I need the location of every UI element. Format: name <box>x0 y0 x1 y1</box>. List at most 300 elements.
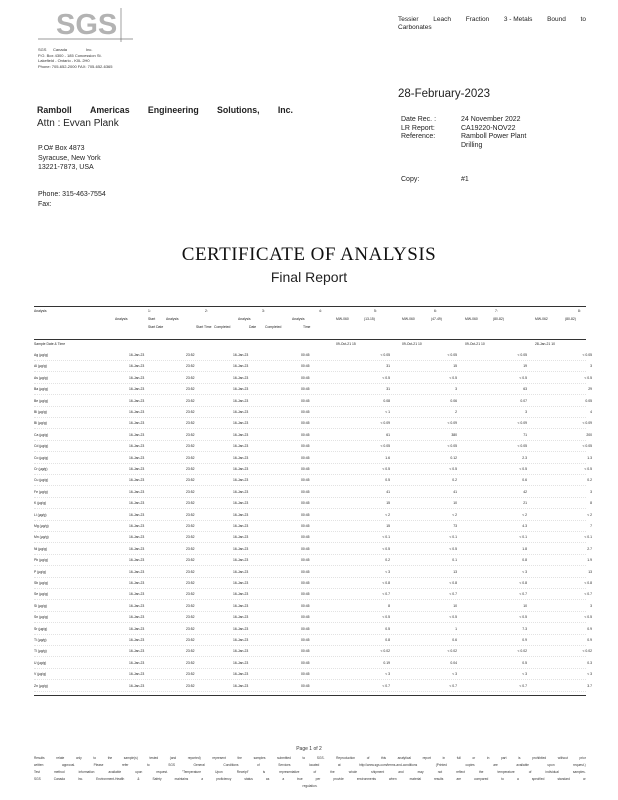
row-value: 4 <box>590 410 592 414</box>
footer-disclaimer <box>34 756 586 788</box>
row-value: < 0.7 <box>382 683 390 688</box>
row-start-time: 23:52 <box>186 432 195 437</box>
row-value: < 0.8 <box>519 581 527 585</box>
header-cell: MW-060 <box>402 317 415 321</box>
footer-word: representative <box>279 770 300 774</box>
row-parameter: K (µg/g) <box>34 501 47 506</box>
footer-word: provide <box>333 777 344 781</box>
header-cell: MW-060 <box>465 317 478 321</box>
row-completed-time: 00:45 <box>301 364 310 369</box>
header-cell: Start Date <box>148 325 164 329</box>
row-value: < 0.5 <box>519 467 527 471</box>
row-divider <box>34 588 586 589</box>
table-header-rule <box>34 339 586 340</box>
table-row <box>34 648 592 657</box>
row-value: < 3 <box>385 569 390 574</box>
footer-word: when <box>388 777 397 781</box>
header-cell: Completed <box>214 325 231 329</box>
row-value: 7.3 <box>522 626 527 631</box>
row-start-date: 16-Jan-23 <box>129 660 145 665</box>
row-completed-date: 16-Jan-23 <box>233 683 249 688</box>
row-completed-date: 16-Jan-23 <box>233 432 249 437</box>
row-value: 200 <box>586 432 592 437</box>
footer-word: refer <box>121 763 129 767</box>
row-value: 1.9 <box>587 558 592 563</box>
row-start-time: 23:52 <box>186 626 195 631</box>
row-divider <box>34 611 586 612</box>
lab-address-line: Lakefield - Ontario - K0L 2H0 <box>38 58 90 64</box>
row-value: < 0.7 <box>584 592 592 597</box>
row-start-date: 16-Jan-23 <box>129 398 145 403</box>
row-value: 0.2 <box>385 558 390 563</box>
row-completed-time: 00:45 <box>301 638 310 642</box>
row-value: 0.04 <box>450 660 457 665</box>
table-row <box>34 626 592 635</box>
row-value: < 0.7 <box>519 683 527 688</box>
footer-word: only <box>75 756 82 760</box>
row-parameter: Zn (µg/g) <box>34 683 48 688</box>
row-completed-date: 16-Jan-23 <box>233 353 249 357</box>
row-parameter: Pb (µg/g) <box>34 558 49 563</box>
row-value: 71 <box>523 432 527 437</box>
row-completed-date: 16-Jan-23 <box>233 592 249 597</box>
row-value: 3 <box>590 489 592 494</box>
footer-word: is <box>518 756 521 760</box>
row-completed-time: 00:45 <box>301 581 310 585</box>
row-parameter: Ni (µg/g) <box>34 546 48 551</box>
row-start-time: 23:52 <box>186 364 195 369</box>
certificate-title: CERTIFICATE OF ANALYSIS <box>181 244 437 265</box>
footer-word: reflect <box>456 770 465 774</box>
row-divider <box>34 428 586 429</box>
table-row <box>34 660 592 669</box>
row-start-date: 16-Jan-23 <box>129 364 145 369</box>
row-divider <box>34 360 586 361</box>
row-start-time: 23:52 <box>186 535 195 540</box>
row-completed-date: 16-Jan-23 <box>233 444 249 449</box>
row-completed-time: 00:45 <box>301 444 310 449</box>
row-value: < 0.05 <box>517 444 527 449</box>
row-completed-time: 00:45 <box>301 683 310 688</box>
footer-word: prior <box>579 756 586 760</box>
sgs-logo <box>38 8 133 42</box>
reference-label: Reference: <box>401 133 436 141</box>
footer-word: or <box>582 777 586 781</box>
row-value: < 0.05 <box>517 353 527 357</box>
footer-word: the <box>330 770 335 774</box>
row-completed-time: 00:45 <box>301 467 310 471</box>
footer-line <box>34 756 586 760</box>
lab-name-part: Canada <box>53 47 68 52</box>
lr-report-value: CA19220-NOV22 <box>461 124 516 132</box>
footer-word: of <box>366 756 370 760</box>
footer-word: of <box>313 770 317 774</box>
row-completed-date: 16-Jan-23 <box>233 581 249 585</box>
client-contact <box>38 190 106 209</box>
row-start-date: 16-Jan-23 <box>129 512 145 517</box>
footer-word: Reproduction <box>336 756 356 760</box>
row-value: 61 <box>386 432 390 437</box>
row-value: < 0.02 <box>517 649 527 654</box>
footer-word: true <box>297 777 303 781</box>
row-value: < 0.8 <box>449 581 457 585</box>
row-divider <box>34 645 586 646</box>
row-value: < 0.5 <box>519 615 527 620</box>
row-start-time: 23:52 <box>186 638 195 642</box>
row-value: 0.5 <box>385 626 390 631</box>
footer-word: whole <box>348 770 358 774</box>
row-value: 10 <box>453 603 457 608</box>
row-parameter: Se (µg/g) <box>34 592 49 597</box>
row-completed-date: 16-Jan-23 <box>233 672 249 677</box>
row-divider <box>34 440 586 441</box>
row-start-date: 16-Jan-23 <box>129 649 145 654</box>
row-start-time: 23:52 <box>186 592 195 597</box>
row-parameter: U (µg/g) <box>34 660 47 665</box>
report-title <box>398 16 586 32</box>
row-start-time: 23:52 <box>186 649 195 654</box>
row-divider <box>34 371 586 372</box>
row-completed-date: 16-Jan-23 <box>233 375 249 380</box>
table-row <box>34 489 592 498</box>
row-completed-time: 00:45 <box>301 353 310 357</box>
row-start-time: 23:52 <box>186 660 195 665</box>
row-divider <box>34 622 586 623</box>
row-value: < 3 <box>522 569 527 574</box>
table-row <box>34 557 592 566</box>
row-value: 13 <box>588 569 592 574</box>
row-value: 10 <box>453 501 457 506</box>
footer-word: & <box>137 777 140 781</box>
row-value: < 0.05 <box>582 353 592 357</box>
footer-word: maintains <box>174 777 189 781</box>
row-parameter: Ti (µg/g) <box>34 638 47 642</box>
header-cell: Analysis <box>115 317 128 321</box>
table-row <box>34 603 592 612</box>
row-completed-time: 00:45 <box>301 615 310 620</box>
table-top-rule <box>34 306 586 307</box>
row-completed-time: 00:45 <box>301 375 310 380</box>
row-value: < 3 <box>452 672 457 677</box>
row-value: 10 <box>523 603 527 608</box>
footer-word: Upon <box>215 770 223 774</box>
row-value: 0.9 <box>522 638 527 642</box>
footer-word: a <box>201 777 204 781</box>
footer-word: request.) <box>573 763 586 767</box>
row-value: 0.9 <box>587 626 592 631</box>
row-value: 2.3 <box>522 455 527 460</box>
footer-word: a <box>282 777 285 781</box>
table-row <box>34 546 592 555</box>
footer-word: status <box>244 777 253 781</box>
row-value: 3 <box>525 410 527 414</box>
row-start-date: 16-Jan-23 <box>129 592 145 597</box>
row-completed-time: 00:45 <box>301 489 310 494</box>
row-parameter: Ca (µg/g) <box>34 432 49 437</box>
row-completed-time: 00:45 <box>301 649 310 654</box>
footer-word: tested <box>149 756 159 760</box>
client-name-word: Ramboll <box>37 105 72 115</box>
row-start-time: 23:52 <box>186 615 195 620</box>
row-completed-date: 16-Jan-23 <box>233 421 249 426</box>
row-start-time: 23:52 <box>186 387 195 392</box>
row-divider <box>34 497 586 498</box>
row-start-date: 16-Jan-23 <box>129 387 145 392</box>
reference-value-2: Drilling <box>461 141 483 149</box>
header-cell: (80-82) <box>493 317 504 321</box>
row-completed-time: 00:45 <box>301 569 310 574</box>
row-start-date: 16-Jan-23 <box>129 569 145 574</box>
client-fax: Fax: <box>38 200 52 208</box>
footer-word: a <box>517 777 519 781</box>
header-cell: Start <box>148 317 156 321</box>
footer-word: Conditions <box>223 763 239 767</box>
row-divider <box>34 691 586 692</box>
footer-word: in <box>486 756 490 760</box>
row-value: 13 <box>453 569 457 574</box>
row-start-date: 16-Jan-23 <box>129 558 145 563</box>
row-start-date: 16-Jan-23 <box>129 603 145 608</box>
final-report-subtitle: Final Report <box>270 269 348 285</box>
table-row <box>34 477 592 486</box>
footer-word: is <box>262 770 266 774</box>
row-value: < 3 <box>385 672 390 677</box>
client-address-line: P.O# Box 4873 <box>38 145 85 152</box>
footer-word: compared <box>474 777 489 781</box>
row-parameter: Mn (µg/g) <box>34 535 49 540</box>
header-cell: Analysis <box>238 317 251 321</box>
row-completed-date: 16-Jan-23 <box>233 660 249 665</box>
row-value: 380 <box>451 432 457 437</box>
row-divider <box>34 634 586 635</box>
row-parameter: V (µg/g) <box>34 672 47 677</box>
row-completed-time: 00:45 <box>301 626 310 631</box>
row-value: 29 <box>588 387 592 392</box>
column-number: 5: <box>374 309 377 313</box>
row-completed-date: 16-Jan-23 <box>233 387 249 392</box>
row-parameter: Al (µg/g) <box>34 364 47 369</box>
row-parameter: Cd (µg/g) <box>34 444 49 449</box>
row-start-time: 23:52 <box>186 683 195 688</box>
footer-word: per <box>315 777 321 781</box>
lab-name-part: SGS <box>38 47 47 52</box>
footer-word: http://www.sgs.com/terms-and-conditions <box>359 763 418 767</box>
lab-address-line: P.O. Box 4300 - 185 Concession St. <box>38 52 102 58</box>
header-cell: Date <box>249 325 257 329</box>
row-completed-time: 00:45 <box>301 512 310 517</box>
header-cell: Completed <box>265 325 282 329</box>
row-value: 0.1 <box>452 558 457 563</box>
report-title-word: Fraction <box>465 16 490 23</box>
column-number: 7: <box>495 309 498 313</box>
row-parameter: P (µg/g) <box>34 569 47 574</box>
row-value: 15 <box>453 364 457 369</box>
footer-word: SGS <box>168 763 175 767</box>
table-row <box>34 637 592 646</box>
row-value: < 0.09 <box>447 421 457 426</box>
client-name-word: Engineering <box>147 105 199 115</box>
table-row <box>34 534 592 543</box>
footer-word: submitted <box>277 756 291 760</box>
footer-word: Services <box>278 763 291 767</box>
row-value: 0.5 <box>522 660 527 665</box>
row-parameter: Sr (µg/g) <box>34 626 48 631</box>
row-value: 3 <box>455 387 457 392</box>
row-start-time: 23:52 <box>186 512 195 517</box>
footer-word: temperature <box>497 770 515 774</box>
table-row <box>34 398 592 407</box>
column-number: 4: <box>319 309 322 313</box>
footer-line: regulation. <box>302 784 318 788</box>
row-parameter: Li (µg/g) <box>34 512 47 517</box>
row-value: 0.06 <box>450 398 457 403</box>
header-cell: (13-15) <box>364 317 375 321</box>
footer-line <box>34 770 586 774</box>
footer-word: Inc. <box>77 777 84 781</box>
row-value: < 0.7 <box>449 592 457 597</box>
row-completed-time: 00:45 <box>301 501 310 506</box>
row-value: < 0.05 <box>582 444 592 449</box>
footer-word: written <box>34 763 44 767</box>
footer-word: General <box>193 763 205 767</box>
column-number: 8: <box>578 309 581 313</box>
footer-word: Test <box>34 770 40 774</box>
row-value: < 0.09 <box>517 421 527 426</box>
row-divider <box>34 542 586 543</box>
row-completed-date: 16-Jan-23 <box>233 467 249 471</box>
footer-word: Please <box>93 763 104 767</box>
row-divider <box>34 474 586 475</box>
row-value: < 0.5 <box>449 615 457 620</box>
row-completed-date: 16-Jan-23 <box>233 603 249 608</box>
row-start-date: 16-Jan-23 <box>129 444 145 449</box>
row-value: 2.7 <box>587 546 592 551</box>
row-divider <box>34 485 586 486</box>
page-number: Page 1 of 2 <box>296 746 322 752</box>
client-name-word: Inc. <box>277 105 293 115</box>
footer-word: to <box>302 756 306 760</box>
date-rec-value: 24 November 2022 <box>461 116 521 123</box>
row-completed-date: 16-Jan-23 <box>233 489 249 494</box>
row-value: 3 <box>590 603 592 608</box>
footer-word: SGS <box>34 777 41 781</box>
row-parameter: Tl (µg/g) <box>34 649 47 654</box>
row-start-date: 16-Jan-23 <box>129 581 145 585</box>
client-address-line: Syracuse, New York <box>38 154 101 162</box>
row-completed-time: 00:45 <box>301 558 310 563</box>
row-parameter: Mg (µg/g) <box>34 524 49 528</box>
row-completed-date: 16-Jan-23 <box>233 364 249 369</box>
row-completed-time: 00:45 <box>301 421 310 426</box>
row-value: 0.19 <box>383 660 390 665</box>
footer-word: and <box>398 770 404 774</box>
row-value: 1 <box>455 626 457 631</box>
footer-word: approval. <box>61 763 76 767</box>
row-start-time: 23:52 <box>186 353 195 357</box>
row-value: < 0.5 <box>584 467 592 471</box>
lab-name-part: Inc. <box>86 47 93 52</box>
row-start-time: 23:52 <box>186 478 195 483</box>
footer-word: the <box>237 756 242 760</box>
row-value: < 0.02 <box>447 649 457 654</box>
footer-line <box>34 763 586 767</box>
client-attn: Attn : Evvan Plank <box>37 118 119 129</box>
lr-report-label: LR Report: <box>401 124 435 132</box>
column-number: 6: <box>434 309 437 313</box>
row-divider <box>34 383 586 384</box>
table-row <box>34 466 592 475</box>
row-value: < 2 <box>587 512 592 517</box>
row-completed-time: 00:45 <box>301 387 310 392</box>
footer-word: the <box>478 770 484 774</box>
row-value: < 0.05 <box>380 444 390 449</box>
table-bottom-rule <box>34 695 586 696</box>
row-value: 73 <box>453 524 457 528</box>
row-value: < 0.5 <box>382 615 390 620</box>
footer-word: shipment <box>371 770 385 774</box>
footer-word: relate <box>56 756 65 760</box>
row-completed-time: 00:45 <box>301 660 310 665</box>
footer-word: to <box>93 756 97 760</box>
header-cell: (47-49) <box>431 317 442 321</box>
header-analysis: Analysis <box>34 309 47 313</box>
footer-word: are <box>493 763 498 767</box>
row-start-time: 23:52 <box>186 375 195 380</box>
footer-word: Safety <box>152 777 162 781</box>
row-completed-time: 00:45 <box>301 410 310 414</box>
table-row <box>34 580 592 589</box>
row-value: < 0.8 <box>382 581 390 585</box>
row-start-time: 23:52 <box>186 501 195 506</box>
row-value: 0.6 <box>522 478 527 483</box>
row-value: < 0.05 <box>380 353 390 357</box>
row-divider <box>34 577 586 578</box>
column-number: 3: <box>262 309 265 313</box>
row-value: 0.2 <box>452 478 457 483</box>
row-parameter: Co (µg/g) <box>34 455 49 460</box>
row-value: 1.3 <box>587 455 592 460</box>
row-start-time: 23:52 <box>186 489 195 494</box>
row-divider <box>34 520 586 521</box>
footer-word: in <box>442 756 446 760</box>
row-start-date: 16-Jan-23 <box>129 501 145 506</box>
row-value: 3.7 <box>587 683 592 688</box>
row-start-time: 23:52 <box>186 546 195 551</box>
row-completed-date: 16-Jan-23 <box>233 649 249 654</box>
client-address <box>38 144 101 173</box>
row-start-date: 16-Jan-23 <box>129 467 145 471</box>
row-value: 42 <box>523 489 527 494</box>
row-start-date: 16-Jan-23 <box>129 524 145 528</box>
row-start-date: 16-Jan-23 <box>129 455 145 460</box>
row-completed-time: 00:45 <box>301 524 310 528</box>
footer-word: not <box>437 770 443 774</box>
footer-word: at <box>337 763 341 767</box>
row-value: < 0.7 <box>519 592 527 597</box>
row-start-date: 16-Jan-23 <box>129 672 145 677</box>
row-completed-date: 16-Jan-23 <box>233 569 249 574</box>
row-parameter: Ba (µg/g) <box>34 387 49 392</box>
row-completed-time: 00:45 <box>301 592 310 597</box>
row-parameter: Si (µg/g) <box>34 603 47 608</box>
header-cell: Analysis <box>292 317 305 321</box>
table-row <box>34 683 592 692</box>
row-start-time: 23:52 <box>186 410 195 414</box>
row-completed-time: 00:45 <box>301 535 310 540</box>
table-row <box>34 386 592 395</box>
row-parameter: Sb (µg/g) <box>34 581 49 585</box>
footer-word: of <box>528 770 532 774</box>
